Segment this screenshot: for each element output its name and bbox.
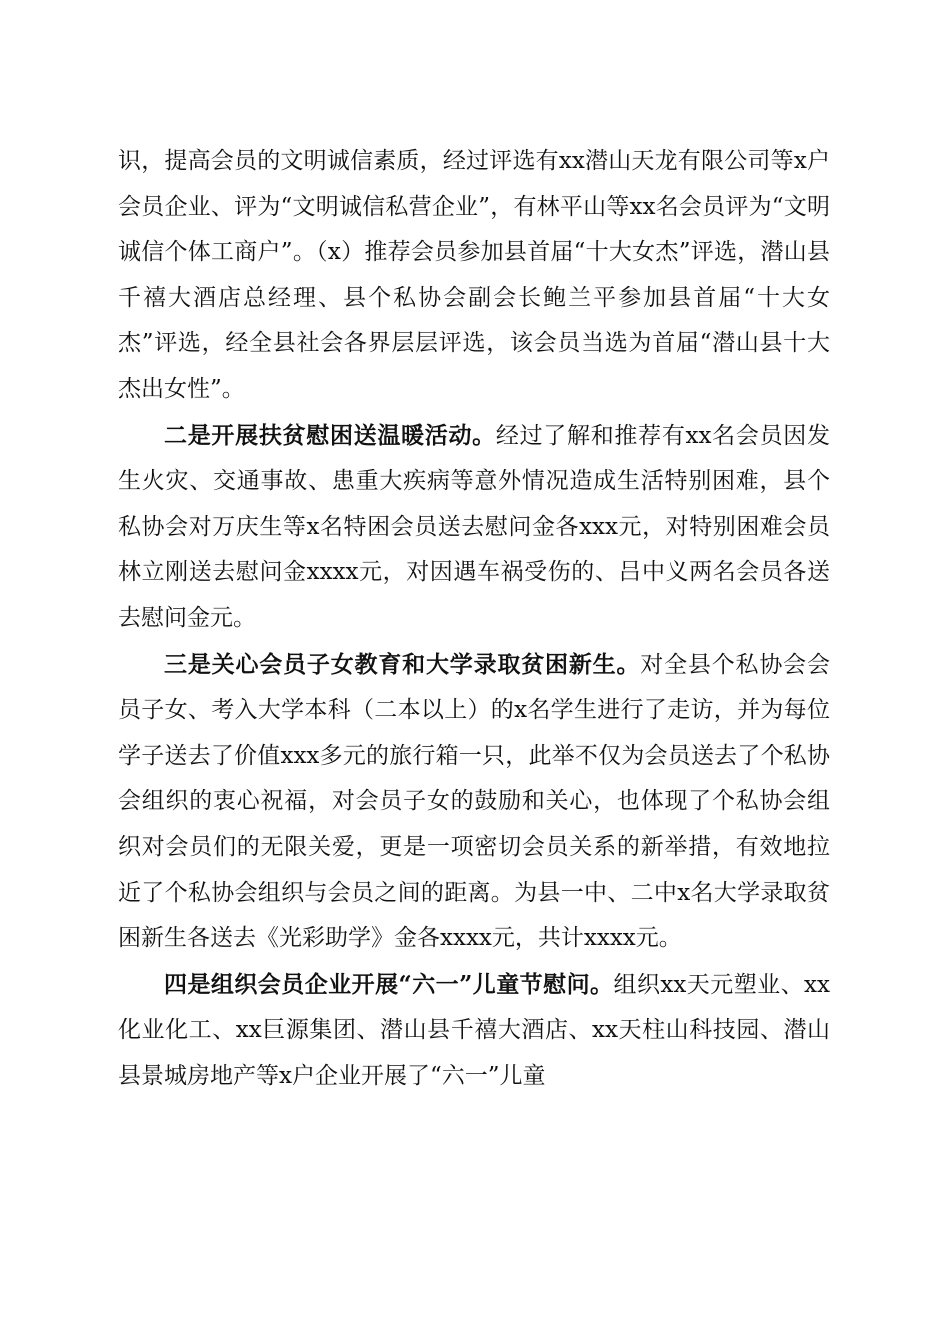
paragraph-continuation	[118, 138, 830, 413]
paragraph-lead: 三是关心会员子女教育和大学录取贫困新生。	[164, 650, 641, 678]
paragraph-text: 识，提高会员的文明诚信素质，经过评选有xx潜山天龙有限公司等x户会员企业、评为“文明诚信私营企业”，有林平山等xx名会员评为“文明诚信个体工商户”。（x）推荐会员参加县首届“十大女杰”评选，潜山县千禧大酒店总经理、县个私协会副会长鲍兰平参加县首届“十大女杰”评选，经全县社会各界层层评选，该会员当选为首届“潜山县十大杰出女性”。	[118, 148, 830, 402]
document-body	[118, 138, 830, 1099]
paragraph-poverty-relief	[118, 413, 830, 642]
paragraph-text: 组织xx天元塑业、xx化业化工、xx巨源集团、潜山县千禧大酒店、xx天柱山科技园、潜山县景城房地产等x户企业开展了“六一”儿童	[118, 971, 830, 1089]
paragraph-text: 对全县个私协会会员子女、考入大学本科（二本以上）的x名学生进行了走访，并为每位学子送去了价值xxx多元的旅行箱一只，此举不仅为会员送去了个私协会组织的衷心祝福，对会员子女的鼓励和关心，也体现了个私协会组织对会员们的无限关爱，更是一项密切会员关系的新举措，有效地拉近了个私协会组织与会员之间的距离。为县一中、二中x名大学录取贫困新生各送去《光彩助学》金各xxxx元，共计xxxx元。	[118, 651, 831, 952]
paragraph-lead: 四是组织会员企业开展“六一”儿童节慰问。	[164, 970, 614, 998]
paragraph-childrens-day	[118, 962, 830, 1100]
paragraph-text: 经过了解和推荐有xx名会员因发生火灾、交通事故、患重大疾病等意外情况造成生活特别困难，县个私协会对万庆生等x名特困会员送去慰问金各xxx元，对特别困难会员林立刚送去慰问金xxxx元，对因遇车祸受伤的、吕中义两名会员各送去慰问金元。	[118, 422, 831, 631]
paragraph-lead: 二是开展扶贫慰困送温暖活动。	[164, 421, 496, 449]
paragraph-education	[118, 642, 830, 962]
